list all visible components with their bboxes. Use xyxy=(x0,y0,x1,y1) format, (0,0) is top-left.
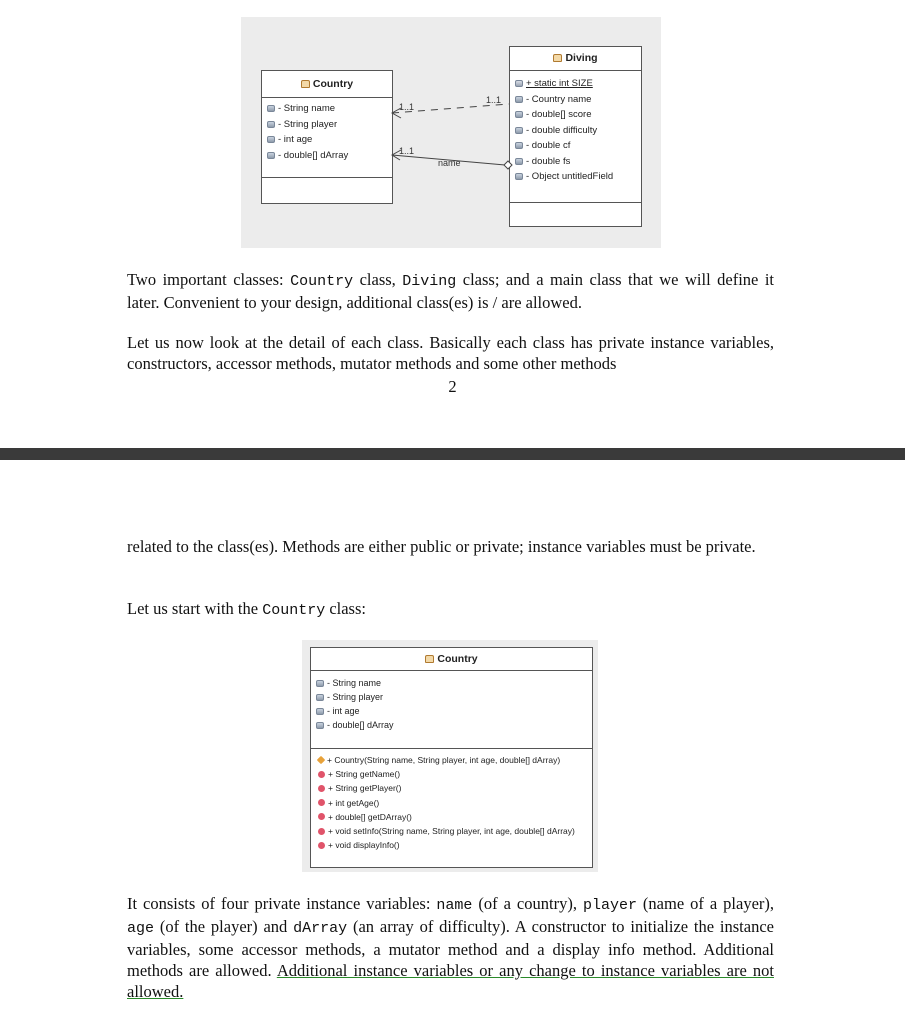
country-methods xyxy=(311,749,592,852)
diving-class-title: Diving xyxy=(510,47,641,71)
attribute: - double cf xyxy=(515,138,641,154)
method-icon xyxy=(318,842,325,849)
attribute: + static int SIZE xyxy=(515,76,641,92)
attribute: - Country name xyxy=(515,92,641,108)
underlined-rule: Additional instance variables or any change to instance variables are not allowed. xyxy=(127,961,774,1001)
association-name-label: name xyxy=(438,158,461,168)
association-lines xyxy=(241,17,661,248)
code-diving: Diving xyxy=(402,273,457,290)
attribute: - double[] dArray xyxy=(267,148,392,164)
page-number: 2 xyxy=(448,377,457,396)
method: + void displayInfo() xyxy=(318,838,592,852)
paragraph-methods-visibility: related to the class(es). Methods are either public or private; instance variables must be private. xyxy=(127,537,756,556)
method-icon xyxy=(318,828,325,835)
country-class-title: Country xyxy=(262,71,392,98)
attribute: - String player xyxy=(267,117,392,133)
paragraph-instance-variables: It consists of four private instance variables: name (of a country), player (name of a player), age (of the player) and dArray (an array of difficulty). A constructor to initialize the instance variables, some accessor methods, a mutator method and a display info method. Additional methods are allowed. Additional instance variables or any change to instance variables are not allowed. xyxy=(127,894,775,1001)
field-icon xyxy=(316,708,324,715)
code-darray: dArray xyxy=(293,920,348,937)
multiplicity-label: 1..1 xyxy=(399,102,415,112)
constructor-icon xyxy=(317,756,325,764)
method: + double[] getDArray() xyxy=(318,810,592,824)
attribute: - int age xyxy=(316,704,592,718)
method: + String getName() xyxy=(318,767,592,781)
field-icon xyxy=(316,694,324,701)
attribute: - String player xyxy=(316,690,592,704)
method: + int getAge() xyxy=(318,796,592,810)
attribute: - double fs xyxy=(515,154,641,170)
aggregation-diamond xyxy=(504,161,512,169)
country-class-detail-box xyxy=(310,647,593,868)
code-name: name xyxy=(436,897,473,914)
field-icon xyxy=(316,680,324,687)
paragraph-start-country: Let us start with the Country class: xyxy=(127,599,366,619)
method-icon xyxy=(318,813,325,820)
country-class-title: Country xyxy=(311,648,592,671)
attribute: - double[] score xyxy=(515,107,641,123)
method: + String getPlayer() xyxy=(318,781,592,795)
code-country: Country xyxy=(290,273,354,290)
attribute: - int age xyxy=(267,132,392,148)
code-country: Country xyxy=(262,602,326,619)
multiplicity-label: 1..1 xyxy=(399,146,415,156)
code-player: player xyxy=(582,897,637,914)
page-separator xyxy=(0,448,905,460)
method-icon xyxy=(318,785,325,792)
method-icon xyxy=(318,771,325,778)
paragraph-classes-intro: Two important classes: Country class, Diving class; and a main class that we will define it later. Convenient to your design, additional class(es) is / are allowed. xyxy=(127,270,775,312)
method: + void setInfo(String name, String player, int age, double[] dArray) xyxy=(318,824,592,838)
country-attributes xyxy=(311,671,592,749)
attribute: - Object untitledField xyxy=(515,169,641,185)
paragraph-class-detail: Let us now look at the detail of each class. Basically each class has private instance variables, constructors, accessor methods, mutator methods and some other methods xyxy=(127,333,774,373)
multiplicity-label: 1..1 xyxy=(486,95,502,105)
class-icon xyxy=(425,655,434,663)
attribute: - double[] dArray xyxy=(316,718,592,732)
code-age: age xyxy=(127,920,155,937)
method: + Country(String name, String player, int age, double[] dArray) xyxy=(318,753,592,767)
attribute: - double difficulty xyxy=(515,123,641,139)
method-icon xyxy=(318,799,325,806)
field-icon xyxy=(316,722,324,729)
attribute: - String name xyxy=(267,101,392,117)
attribute: - String name xyxy=(316,676,592,690)
